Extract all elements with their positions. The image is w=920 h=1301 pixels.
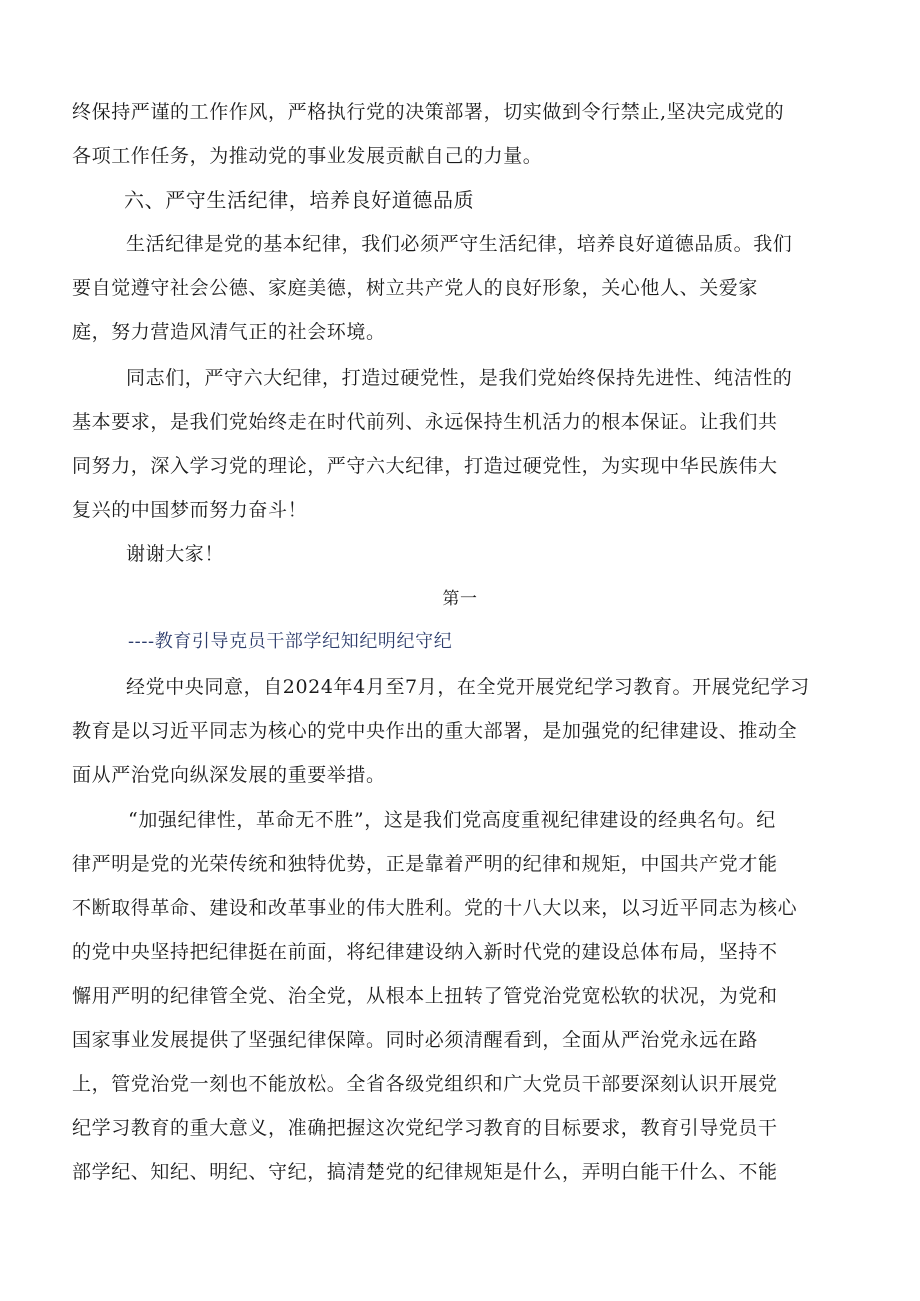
text-line: 懈用严明的纪律管全党、治全党，从根本上扭转了管党治党宽松软的状况，为党和 bbox=[72, 985, 778, 1007]
section-heading: 六、严守生活纪律，培养良好道德品质 bbox=[124, 188, 475, 212]
text-line: 各项工作任务，为推动党的事业发展贡献自己的力量。 bbox=[72, 145, 543, 167]
text-line: 部学纪、知纪、明纪、守纪，搞清楚党的纪律规矩是什么，弄明白能干什么、不能 bbox=[72, 1161, 778, 1183]
text-line: 的党中央坚持把纪律挺在前面，将纪律建设纳入新时代党的建设总体布局，坚持不 bbox=[72, 941, 778, 963]
text-line: 同志们，严守六大纪律，打造过硬党性，是我们党始终保持先进性、纯洁性的 bbox=[126, 367, 793, 389]
text-line: 终保持严谨的工作作风，严格执行党的决策部署，切实做到令行禁止,坚决完成党的 bbox=[72, 101, 785, 123]
text-line: 复兴的中国梦而努力奋斗！ bbox=[72, 499, 308, 521]
text-line: 上，管党治党一刻也不能放松。全省各级党组织和广大党员干部要深刻认识开展党 bbox=[72, 1073, 778, 1095]
text-line: 面从严治党向纵深发展的重要举措。 bbox=[72, 764, 386, 786]
text-line: “加强纪律性，革命无不胜”，这是我们党高度重视纪律建设的经典名句。纪 bbox=[128, 809, 776, 831]
text-line: 不断取得革命、建设和改革事业的伟大胜利。党的十八大以来，以习近平同志为核心 bbox=[72, 897, 798, 919]
text-line: 庭，努力营造风清气正的社会环境。 bbox=[72, 321, 386, 343]
closing-line: 谢谢大家！ bbox=[126, 543, 225, 565]
text-line: 生活纪律是党的基本纪律，我们必须严守生活纪律，培养良好道德品质。我们 bbox=[126, 233, 793, 255]
text-line: 同努力，深入学习党的理论，严守六大纪律，打造过硬党性，为实现中华民族伟大 bbox=[72, 455, 778, 477]
part-title: 第一 bbox=[442, 589, 478, 609]
text-line: 要自觉遵守社会公德、家庭美德，树立共产党人的良好形象，关心他人、关爱家 bbox=[72, 277, 759, 299]
text-line: 律严明是党的光荣传统和独特优势，正是靠着严明的纪律和规矩，中国共产党才能 bbox=[72, 853, 778, 875]
text-line: 基本要求，是我们党始终走在时代前列、永远保持生机活力的根本保证。让我们共 bbox=[72, 411, 778, 433]
text-line: 纪学习教育的重大意义，准确把握这次党纪学习教育的目标要求，教育引导党员干 bbox=[72, 1117, 778, 1139]
subtitle: ----教育引导克员干部学纪知纪明纪守纪 bbox=[128, 631, 453, 652]
text-line: 教育是以习近平同志为核心的党中央作出的重大部署，是加强党的纪律建设、推动全 bbox=[72, 720, 798, 742]
text-line: 国家事业发展提供了坚强纪律保障。同时必须清醒看到，全面从严治党永远在路 bbox=[72, 1029, 759, 1051]
text-line: 经党中央同意，自2024年4月至7月，在全党开展党纪学习教育。开展党纪学习 bbox=[126, 676, 810, 698]
